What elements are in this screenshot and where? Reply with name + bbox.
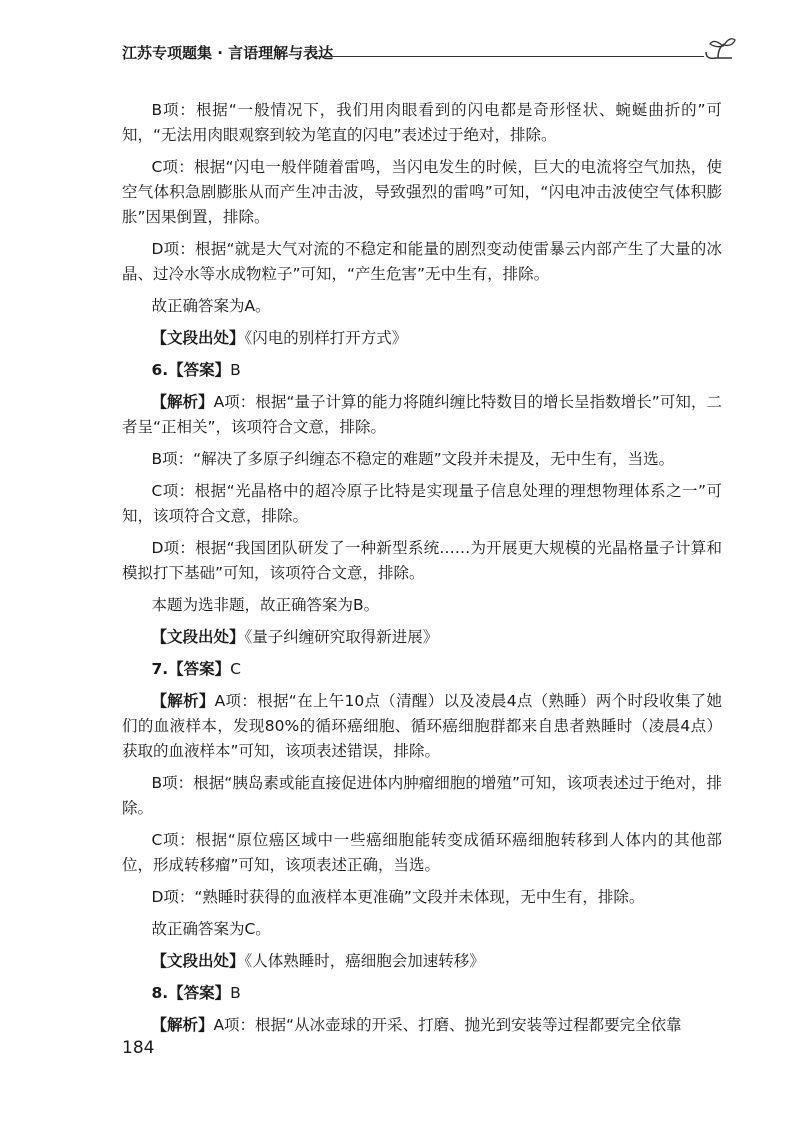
- paragraph-text: A项：根据“从冰壶球的开采、打磨、抛光到安装等过程都要完全依靠: [213, 1016, 682, 1034]
- paragraph: [122, 593, 722, 618]
- paragraph-text: C项：根据“原位癌区域中一些癌细胞能转变成循环癌细胞转移到人体内的其他部位，形成转移瘤”可知，该项表述正确，当选。: [122, 831, 722, 874]
- paragraph-text: D项：根据“就是大气对流的不稳定和能量的剧烈变动使雷暴云内部产生了大量的冰晶、过冷水等水成物粒子”可知，“产生危害”无中生有，排除。: [122, 240, 722, 283]
- paragraph-text: A项：根据“量子计算的能力将随纠缠比特数目的增长呈指数增长”可知，二者呈“正相关”，该项符合文意，排除。: [122, 393, 722, 436]
- section-label: 【文段出处】: [151, 628, 245, 646]
- header-rule: [312, 56, 704, 57]
- section-label: 6.【答案】: [151, 361, 231, 379]
- paragraph-text: 《人体熟睡时，癌细胞会加速转移》: [244, 952, 485, 970]
- paragraph: [122, 237, 722, 287]
- paragraph-text: 故正确答案为A。: [151, 297, 271, 315]
- paragraph: [122, 885, 722, 910]
- paragraph: [122, 1013, 722, 1038]
- paragraph-text: C: [230, 660, 241, 678]
- paragraph: [122, 326, 722, 351]
- paragraph: [122, 447, 722, 472]
- paragraph-text: C项：根据“光晶格中的超冷原子比特是实现量子信息处理的理想物理体系之一”可知，该项符合文意，排除。: [122, 482, 722, 525]
- paragraph: [122, 98, 722, 148]
- running-header: [122, 38, 732, 68]
- section-label: 【解析】: [151, 393, 214, 411]
- section-label: 7.【答案】: [151, 660, 231, 678]
- paragraph: [122, 828, 722, 878]
- section-label: 【解析】: [151, 1016, 214, 1034]
- paragraph: [122, 917, 722, 942]
- paragraph-text: B项：“解决了多原子纠缠态不稳定的难题”文段并未提及，无中生有，当选。: [151, 450, 675, 468]
- paragraph: [122, 771, 722, 821]
- section-label: 【文段出处】: [151, 952, 245, 970]
- paragraph-text: B: [230, 984, 241, 1002]
- paragraph: [122, 390, 722, 440]
- sprout-icon: [702, 34, 738, 68]
- paragraph-text: 故正确答案为C。: [151, 920, 271, 938]
- paragraph: [122, 981, 722, 1006]
- paragraph-text: 本题为选非题，故正确答案为B。: [151, 596, 380, 614]
- section-label: 【文段出处】: [151, 329, 245, 347]
- paragraph-text: B项：根据“一般情况下，我们用肉眼看到的闪电都是奇形怪状、蜿蜒曲折的”可知，“无法用肉眼观察到较为笔直的闪电”表述过于绝对，排除。: [122, 101, 722, 144]
- paragraph: [122, 479, 722, 529]
- page-number: 184: [122, 1038, 155, 1058]
- paragraph: [122, 358, 722, 383]
- paragraph-text: B项：根据“胰岛素或能直接促进体内肿瘤细胞的增殖”可知，该项表述过于绝对，排除。: [122, 774, 722, 817]
- paragraph-text: C项：根据“闪电一般伴随着雷鸣，当闪电发生的时候，巨大的电流将空气加热，使空气体积急剧膨胀从而产生冲击波，导致强烈的雷鸣”可知，“闪电冲击波使空气体积膨胀”因果倒置，排除。: [122, 158, 722, 226]
- paragraph: [122, 536, 722, 586]
- answer-explanations: [122, 98, 722, 1045]
- book-title: 江苏专项题集 · 言语理解与表达: [122, 44, 334, 62]
- paragraph: [122, 657, 722, 682]
- paragraph: [122, 625, 722, 650]
- paragraph-text: 《闪电的别样打开方式》: [244, 329, 408, 347]
- section-label: 8.【答案】: [151, 984, 231, 1002]
- paragraph-text: D项：“熟睡时获得的血液样本更准确”文段并未体现，无中生有，排除。: [151, 888, 645, 906]
- paragraph-text: D项：根据“我国团队研发了一种新型系统……为开展更大规模的光晶格量子计算和模拟打下基础”可知，该项符合文意，排除。: [122, 539, 722, 582]
- paragraph: [122, 949, 722, 974]
- section-label: 【解析】: [151, 692, 215, 710]
- paragraph-text: B: [230, 361, 241, 379]
- paragraph-text: A项：根据“在上午10点（清醒）以及凌晨4点（熟睡）两个时段收集了她们的血液样本，发现80%的循环癌细胞、循环癌细胞群都来自患者熟睡时（凌晨4点）获取的血液样本”可知，该项表述错误，排除。: [122, 692, 722, 760]
- paragraph-text: 《量子纠缠研究取得新进展》: [244, 628, 439, 646]
- paragraph: [122, 689, 722, 764]
- paragraph: [122, 155, 722, 230]
- paragraph: [122, 294, 722, 319]
